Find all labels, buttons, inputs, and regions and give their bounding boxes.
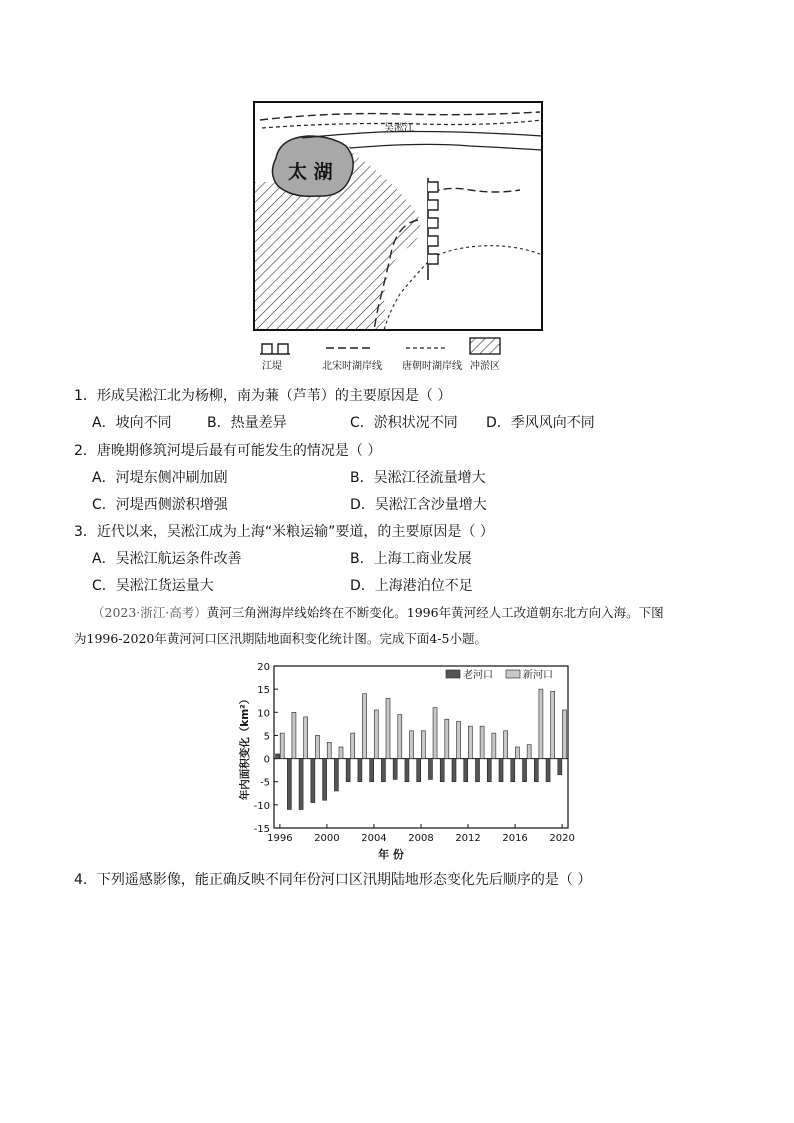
y-tick-label: -10 [253, 800, 270, 812]
bar-new-mouth-2015 [504, 731, 508, 759]
bar-new-mouth-2011 [457, 722, 461, 759]
q3-option-b[interactable]: B．上海工商业发展 [350, 551, 472, 567]
bar-new-mouth-2009 [433, 708, 437, 759]
bar-new-mouth-2019 [551, 691, 555, 758]
legend-northern-song: 北宋时湖岸线 [322, 361, 382, 372]
bar-old-mouth-2016 [511, 759, 515, 782]
bar-new-mouth-2010 [445, 719, 449, 758]
bar-old-mouth-2000 [323, 759, 327, 801]
bar-old-mouth-2005 [381, 759, 385, 782]
y-tick-label: -5 [260, 777, 270, 789]
x-tick-label: 2004 [361, 833, 387, 844]
bar-new-mouth-2003 [363, 694, 367, 759]
bar-new-mouth-2000 [327, 742, 331, 758]
legend-swatch-old-mouth [446, 670, 460, 678]
bar-new-mouth-2012 [468, 726, 472, 758]
bar-new-mouth-2014 [492, 733, 496, 758]
bar-old-mouth-2002 [346, 759, 350, 782]
bar-new-mouth-2013 [480, 726, 484, 758]
bar-new-mouth-2017 [527, 745, 531, 759]
y-tick-label: 10 [257, 708, 270, 720]
bar-old-mouth-2009 [428, 759, 432, 780]
bar-old-mouth-2018 [534, 759, 538, 782]
y-tick-label: 20 [257, 662, 270, 673]
bar-new-mouth-2002 [351, 733, 355, 758]
q1-option-a[interactable]: A．坡向不同 [92, 415, 172, 431]
taihu-map-figure [250, 98, 550, 374]
legend-deposition: 冲淤区 [470, 361, 500, 372]
x-tick-label: 2016 [502, 833, 528, 844]
question-2: 2．唐晚期修筑河堤后最有可能发生的情况是（ ） [74, 443, 382, 459]
bar-old-mouth-1997 [287, 759, 291, 810]
q1-option-c[interactable]: C．淤积状况不同 [350, 415, 458, 431]
question-3: 3．近代以来，吴淞江成为上海“米粮运输”要道，的主要原因是（ ） [74, 524, 494, 540]
bar-new-mouth-1998 [304, 717, 308, 759]
legend-embankment-icon [260, 344, 290, 354]
bar-old-mouth-2003 [358, 759, 362, 782]
question-1: 1．形成吴淞江北为杨柳，南为蒹（芦苇）的主要原因是（ ） [74, 388, 452, 404]
lake-label: 太 湖 [288, 161, 333, 183]
bar-new-mouth-2007 [410, 731, 414, 759]
map-legend [260, 338, 500, 372]
y-tick-label: 5 [263, 731, 270, 743]
bar-new-mouth-1999 [315, 735, 319, 758]
legend-label-old-mouth: 老河口 [463, 670, 493, 681]
bar-old-mouth-1999 [311, 759, 315, 803]
bar-old-mouth-2001 [334, 759, 338, 791]
q2-option-b[interactable]: B．吴淞江径流量增大 [350, 470, 486, 486]
bar-new-mouth-2008 [421, 731, 425, 759]
y-tick-label: 15 [257, 685, 270, 697]
legend-swatch-new-mouth [506, 670, 520, 678]
yellow-river-area-chart [234, 658, 580, 862]
q1-option-b[interactable]: B．热量差异 [207, 415, 287, 431]
bar-new-mouth-2006 [398, 715, 402, 759]
bar-new-mouth-2001 [339, 747, 343, 759]
bar-old-mouth-2012 [464, 759, 468, 782]
bar-new-mouth-1996 [280, 733, 284, 758]
bar-new-mouth-2004 [374, 710, 378, 759]
y-tick-label: 0 [263, 754, 270, 766]
bar-old-mouth-1996 [276, 754, 280, 759]
legend-label-new-mouth: 新河口 [523, 670, 553, 681]
bar-old-mouth-2004 [370, 759, 374, 782]
legend-tang: 唐朝时湖岸线 [402, 361, 462, 372]
question-4: 4．下列遥感影像，能正确反映不同年份河口区汛期陆地形态变化先后顺序的是（ ） [74, 872, 592, 888]
x-tick-label: 2020 [549, 833, 575, 844]
x-tick-label: 2012 [455, 833, 481, 844]
bar-new-mouth-2016 [515, 747, 519, 759]
question-source: （2023·浙江·高考） [92, 605, 207, 620]
bar-old-mouth-2015 [499, 759, 503, 782]
bar-new-mouth-2018 [539, 689, 543, 758]
bar-old-mouth-1998 [299, 759, 303, 810]
river-label: 吴淞江 [384, 123, 414, 134]
y-axis-label: 年内面积变化（km²） [239, 693, 251, 801]
q2-option-a[interactable]: A．河堤东侧冲刷加剧 [92, 470, 228, 486]
bar-new-mouth-1997 [292, 712, 296, 758]
x-tick-label: 2000 [314, 833, 340, 844]
q2-option-d[interactable]: D．吴淞江含沙量增大 [350, 497, 487, 513]
bar-old-mouth-2007 [405, 759, 409, 782]
bar-old-mouth-2008 [417, 759, 421, 782]
bar-old-mouth-2019 [546, 759, 550, 782]
bar-new-mouth-2005 [386, 698, 390, 758]
legend-embankment: 江堤 [262, 361, 282, 372]
x-tick-label: 2008 [408, 833, 434, 844]
intro-text-1: 黄河三角洲海岸线始终在不断变化。1996年黄河经人工改道朝东北方向入海。下图 [206, 605, 664, 620]
bar-old-mouth-2006 [393, 759, 397, 780]
y-tick-label: -15 [253, 824, 270, 835]
bar-old-mouth-2020 [558, 759, 562, 775]
q2-option-c[interactable]: C．河堤西侧淤积增强 [92, 497, 228, 513]
intro-line-2: 为1996-2020年黄河河口区汛期陆地面积变化统计图。完成下面4-5小题。 [74, 631, 487, 646]
x-axis-label: 年 份 [378, 848, 404, 861]
intro-line-1 [92, 602, 664, 624]
x-tick-label: 1996 [267, 833, 293, 844]
q3-option-a[interactable]: A．吴淞江航运条件改善 [92, 551, 242, 567]
bar-old-mouth-2017 [523, 759, 527, 782]
q1-option-d[interactable]: D．季风风向不同 [486, 415, 595, 431]
bar-old-mouth-2010 [440, 759, 444, 782]
bar-old-mouth-2014 [487, 759, 491, 782]
legend-deposition-swatch [470, 338, 500, 354]
q3-option-c[interactable]: C．吴淞江货运量大 [92, 578, 214, 594]
bar-new-mouth-2020 [562, 710, 566, 759]
q3-option-d[interactable]: D．上海港泊位不足 [350, 578, 473, 594]
bar-old-mouth-2013 [476, 759, 480, 782]
bar-old-mouth-2011 [452, 759, 456, 782]
